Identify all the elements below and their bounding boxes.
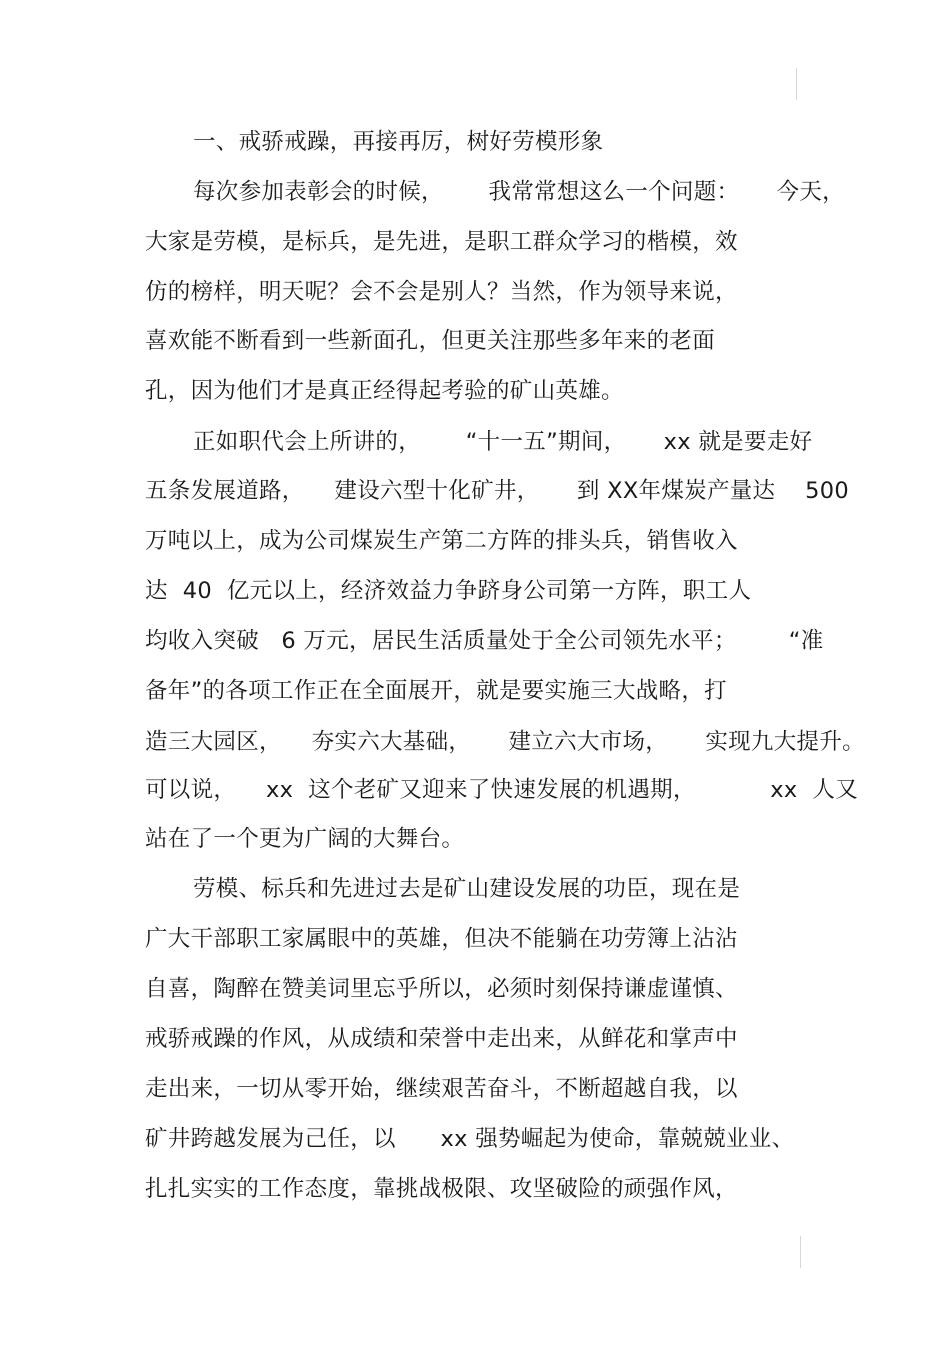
paragraph-line: 矿井跨越发展为己任，以 xx 强势崛起为使命，靠兢兢业业、	[145, 1126, 795, 1152]
paragraph-line: 孔，因为他们才是真正经得起考验的矿山英雄。	[145, 378, 624, 404]
paragraph-line: 造三大园区， 夯实六大基础， 建立六大市场， 实现九大提升。	[145, 729, 865, 755]
paragraph-line: 达 40 亿元以上，经济效益力争跻身公司第一方阵，职工人	[145, 578, 752, 604]
page-edge-mark-top	[796, 68, 797, 100]
paragraph-line: 备年”的各项工作正在全面展开，就是要实施三大战略，打	[145, 678, 727, 704]
paragraph-line: 喜欢能不断看到一些新面孔，但更关注那些多年来的老面	[145, 328, 716, 354]
paragraph-line: 广大干部职工家属眼中的英雄，但决不能躺在功劳簿上沾沾	[145, 926, 738, 952]
paragraph-line: 戒骄戒躁的作风，从成绩和荣誉中走出来，从鲜花和掌声中	[145, 1026, 738, 1052]
section-heading: 一、戒骄戒躁，再接再厉，树好劳模形象	[193, 129, 604, 155]
paragraph-line: 万吨以上，成为公司煤炭生产第二方阵的排头兵，销售收入	[145, 528, 738, 554]
paragraph-line: 劳模、标兵和先进过去是矿山建设发展的功臣，现在是	[193, 876, 741, 902]
paragraph-line: 仿的榜样，明天呢？会不会是别人？当然，作为领导来说，	[145, 279, 738, 305]
paragraph-line: 五条发展道路， 建设六型十化矿井， 到 XX年煤炭产量达 500	[145, 478, 850, 504]
paragraph-line: 走出来，一切从零开始，继续艰苦奋斗，不断超越自我，以	[145, 1076, 738, 1102]
paragraph-line: 每次参加表彰会的时候， 我常常想这么一个问题： 今天，	[193, 179, 845, 205]
paragraph-line: 可以说， xx 这个老矿又迎来了快速发展的机遇期， xx 人又	[145, 777, 858, 803]
paragraph-line: 自喜，陶醉在赞美词里忘乎所以，必须时刻保持谦虚谨慎、	[145, 976, 738, 1002]
paragraph-line: 站在了一个更为广阔的大舞台。	[145, 826, 465, 852]
paragraph-line: 扎扎实实的工作态度，靠挑战极限、攻坚破险的顽强作风，	[145, 1176, 738, 1202]
page-edge-mark-bottom	[800, 1236, 801, 1268]
paragraph-line: 正如职代会上所讲的， “十一五”期间， xx 就是要走好	[193, 429, 813, 455]
paragraph-line: 大家是劳模，是标兵，是先进，是职工群众学习的楷模，效	[145, 229, 738, 255]
paragraph-line: 均收入突破 6 万元，居民生活质量处于全公司领先水平； “准	[145, 628, 824, 654]
